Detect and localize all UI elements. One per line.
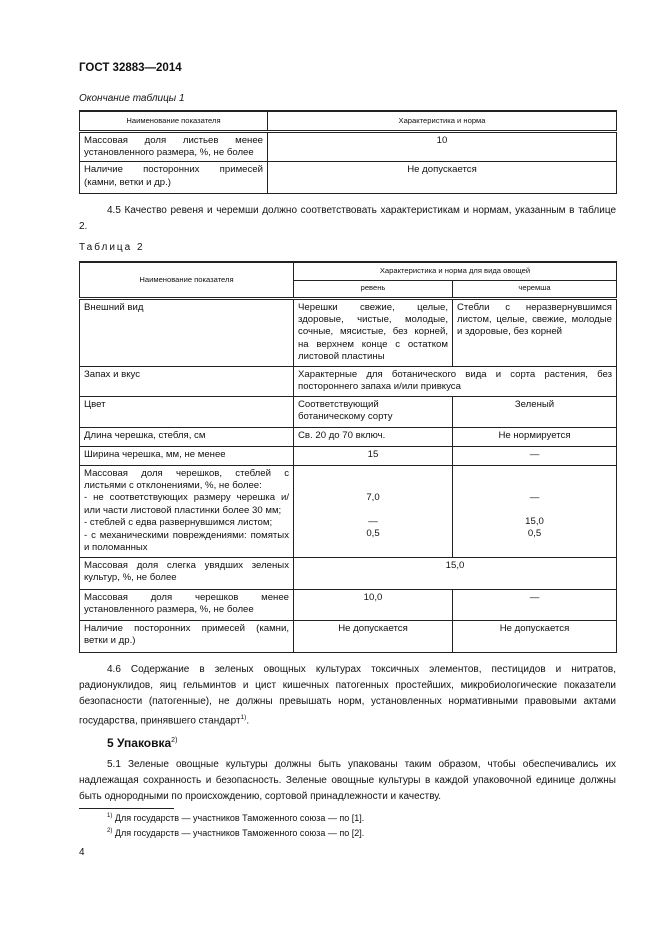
footnote-ref: 1) xyxy=(240,714,247,721)
cell-value: 15,0 xyxy=(525,515,544,527)
cell-value: — xyxy=(529,491,540,503)
paragraph-text: 5.1 Зеленые овощные культуры должны быть упакованы таким образом, чтобы обеспечивались их надлежащая сохранность и безопасность. Зеленые овощные культуры в каждой упаковочной единице должны быть однородными по происхождению, сортовой принадлежности и качеству. xyxy=(79,759,616,802)
table-2-col-group: Характеристика и норма для вида овощей xyxy=(294,262,617,280)
table-cell xyxy=(453,465,617,557)
footnote-text: Для государств — участников Таможенного союза — по [2]. xyxy=(114,828,365,838)
section-5-heading xyxy=(107,736,177,750)
table-cell: 15,0 xyxy=(294,557,617,589)
table-cell: Массовая доля черешков менее установленного размера, %, не более xyxy=(80,589,294,620)
table-row xyxy=(80,465,617,557)
table-1-col-value: Характеристика и норма xyxy=(268,111,617,131)
table-cell: Массовая доля листьев менее установленного размера, %, не более xyxy=(80,131,268,162)
table-cell: Не допускается xyxy=(294,620,453,652)
table-2-col-name: Наименование показателя xyxy=(80,262,294,298)
footnote-text: Для государств — участников Таможенного союза — по [1]. xyxy=(114,813,365,823)
table-row xyxy=(80,366,617,396)
cell-line: - не соответствующих размеру черешка и/или части листовой пластинки более 30 мм; xyxy=(84,492,289,516)
table-cell: Св. 20 до 70 включ. xyxy=(294,427,453,446)
cell-value: — xyxy=(368,515,378,527)
table2-label: Таблица 2 xyxy=(79,242,145,253)
table-cell: 15 xyxy=(294,446,453,465)
footnote-2 xyxy=(107,828,364,838)
table-row xyxy=(80,620,617,652)
table-cell: Внешний вид xyxy=(80,298,294,366)
table-cell: Цвет xyxy=(80,396,294,427)
table-2-col-revень: ревень xyxy=(294,280,453,298)
table-cell: Ширина черешка, мм, не менее xyxy=(80,446,294,465)
cell-value: 0,5 xyxy=(366,528,380,540)
table-row xyxy=(80,557,617,589)
table-row xyxy=(80,396,617,427)
table-cell: 10,0 xyxy=(294,589,453,620)
page-number: 4 xyxy=(79,847,85,858)
footnote-1 xyxy=(107,813,364,823)
table-row xyxy=(80,446,617,465)
table-cell xyxy=(294,465,453,557)
table-cell: Запах и вкус xyxy=(80,366,294,396)
table-1-col-name: Наименование показателя xyxy=(80,111,268,131)
table-cell: Наличие посторонних примесей (камни, ветки и др.) xyxy=(80,620,294,652)
table-cell: Стебли с неразвернувшимся листом, целые, свежие, молодые и здоровые, без корней xyxy=(453,298,617,366)
paragraph-end: . xyxy=(246,715,250,727)
section-title: 5 Упаковка xyxy=(107,736,172,750)
table-row xyxy=(80,589,617,620)
table-cell: Не допускается xyxy=(453,620,617,652)
footnote-mark: 2) xyxy=(107,828,113,834)
table-cell: Массовая доля слегка увядших зеленых культур, %, не более xyxy=(80,557,294,589)
table-cell: Соответствующий ботаническому сорту xyxy=(294,396,453,427)
table-row xyxy=(80,427,617,446)
table-cell xyxy=(80,465,294,557)
paragraph-4-6 xyxy=(79,662,616,729)
table-cell: Зеленый xyxy=(453,396,617,427)
paragraph-text: 4.5 Качество ревеня и черемши должно соответствовать характеристикам и нормам, указанным в таблице 2. xyxy=(79,205,616,232)
table-2 xyxy=(79,261,617,653)
table-cell: Не допускается xyxy=(268,162,617,194)
table-2-header-top xyxy=(80,262,617,280)
table-cell: — xyxy=(453,589,617,620)
cell-line: - стеблей с едва развернувшимся листом; xyxy=(84,517,273,529)
footnote-mark: 1) xyxy=(107,813,113,819)
table1-caption: Окончание таблицы 1 xyxy=(79,93,185,104)
table-cell: Черешки свежие, целые, здоровые, чистые, молодые, сочные, мясистые, без корней, на верхнем конце с остатком листовой пластины xyxy=(294,298,453,366)
table-cell: 10 xyxy=(268,131,617,162)
table-row xyxy=(80,131,617,162)
paragraph-text: 4.6 Содержание в зеленых овощных культурах токсичных элементов, пестицидов и нитратов, радионуклидов, яиц гельминтов и цист кишечных патогенных простейших, микробиологические показатели безопасности (патогенные), не должны превышать норм, установленных нормативными правовыми актами государства, принявшего стандарт xyxy=(79,664,616,727)
table-row xyxy=(80,162,617,194)
standard-number: ГОСТ 32883—2014 xyxy=(79,62,182,74)
table-row xyxy=(80,298,617,366)
footnote-ref: 2) xyxy=(171,737,178,744)
table-1 xyxy=(79,110,617,194)
table-cell: Характерные для ботанического вида и сорта растения, без постороннего запаха и/или привкуса xyxy=(294,366,617,396)
paragraph-4-5 xyxy=(79,203,616,235)
paragraph-5-1 xyxy=(79,757,616,805)
table-1-header xyxy=(80,111,617,131)
footnote-divider xyxy=(79,808,174,809)
cell-line: - с механическими повреждениями: помятых и поломанных xyxy=(84,529,289,553)
cell-line: Массовая доля черешков, стеблей с листьями с отклонениями, %, не более: xyxy=(84,467,289,491)
table-2-col-cheremsha: черемша xyxy=(453,280,617,298)
cell-value: 0,5 xyxy=(527,528,542,540)
table-cell: Длина черешка, стебля, см xyxy=(80,427,294,446)
cell-value: 7,0 xyxy=(366,491,380,503)
table-cell: Наличие посторонних примесей (камни, ветки и др.) xyxy=(80,162,268,194)
table-cell: — xyxy=(453,446,617,465)
table-cell: Не нормируется xyxy=(453,427,617,446)
